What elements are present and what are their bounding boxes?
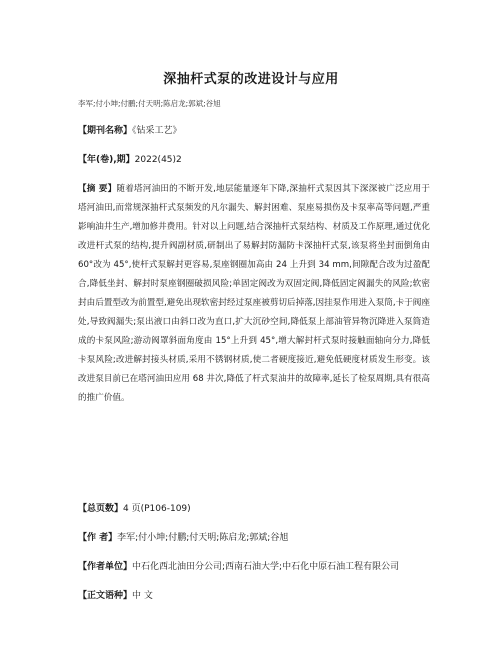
journal-name-label: 【期刊名称】 (78, 126, 133, 136)
total-pages-field (78, 500, 430, 519)
language-field (78, 587, 430, 606)
total-pages-value: 4 页(P106-109) (123, 504, 191, 514)
affiliation-value: 中石化西北油田分公司;西南石油大学;中石化中原石油工程有限公司 (132, 562, 400, 572)
affiliation-label: 【作者单位】 (78, 562, 133, 572)
year-volume-issue-label: 【年(卷),期】 (78, 155, 135, 165)
year-volume-issue-value: 2022(45)2 (134, 155, 182, 165)
authors-field (78, 529, 430, 548)
abstract-block (78, 180, 430, 408)
language-value: 中 文 (132, 591, 153, 601)
author-list: 李军;付小坤;付鹏;付天明;陈启龙;郭斌;谷旭 (78, 99, 221, 108)
authors-value: 李军;付小坤;付鹏;付天明;陈启龙;郭斌;谷旭 (117, 533, 289, 543)
abstract-text: 随着塔河油田的不断开发,地层能量逐年下降,深抽杆式泵因其下深深被广泛应用于塔河油田,而常规深抽杆式泵频发的凡尔漏失、解封困难、泵座易损伤及卡泵率高等问题,严重影响油井生产,增加修井费用。针对以上问题,结合深抽杆式泵结构、材质及工作原理,通过优化改进杆式泵的结构,提升阀副材质,研制出了易解封防漏防卡深抽杆式泵,该泵将坐封面倒角由 60°改为 45°,使杆式泵解封更容易,泵座钢圈加高由 24 上升到 34 mm,间隙配合改为过盈配合,降低坐封、解封时泵座钢圈破损风险;单固定阀改为双固定阀,降低固定阀漏失的风险;软密封由后置型改为前置型,避免出现软密封经过泵座被剪切后掉落,因挂泵作用进入泵筒,卡于阀座处,导致阀漏失;泵出液口由斜口改为直口,扩大沉砂空间,降低泵上部油管异物沉降进入泵筒造成的卡泵风险;游动阀罩斜面角度由 15°上升到 45°,增大解封杆式泵时接触面轴向分力,降低卡泵风险;改进解封接头材质,采用不锈钢材质,使二者硬度接近,避免低硬度材质发生形变。该改进泵目前已在塔河油田应用 68 井次,降低了杆式泵油井的故障率,延长了检泵周期,具有很高的推广价值。 (78, 184, 430, 403)
language-label: 【正文语种】 (78, 591, 133, 601)
total-pages-label: 【总页数】 (78, 504, 124, 514)
year-volume-issue-field (78, 151, 430, 170)
journal-name-field (78, 122, 430, 141)
article-title: 深抽杆式泵的改进设计与应用 (163, 72, 339, 87)
abstract-label: 【摘 要】 (78, 184, 117, 194)
authors-label: 【作 者】 (78, 533, 118, 543)
journal-name-value: 《钻采工艺》 (132, 126, 182, 136)
affiliation-field (78, 558, 430, 577)
